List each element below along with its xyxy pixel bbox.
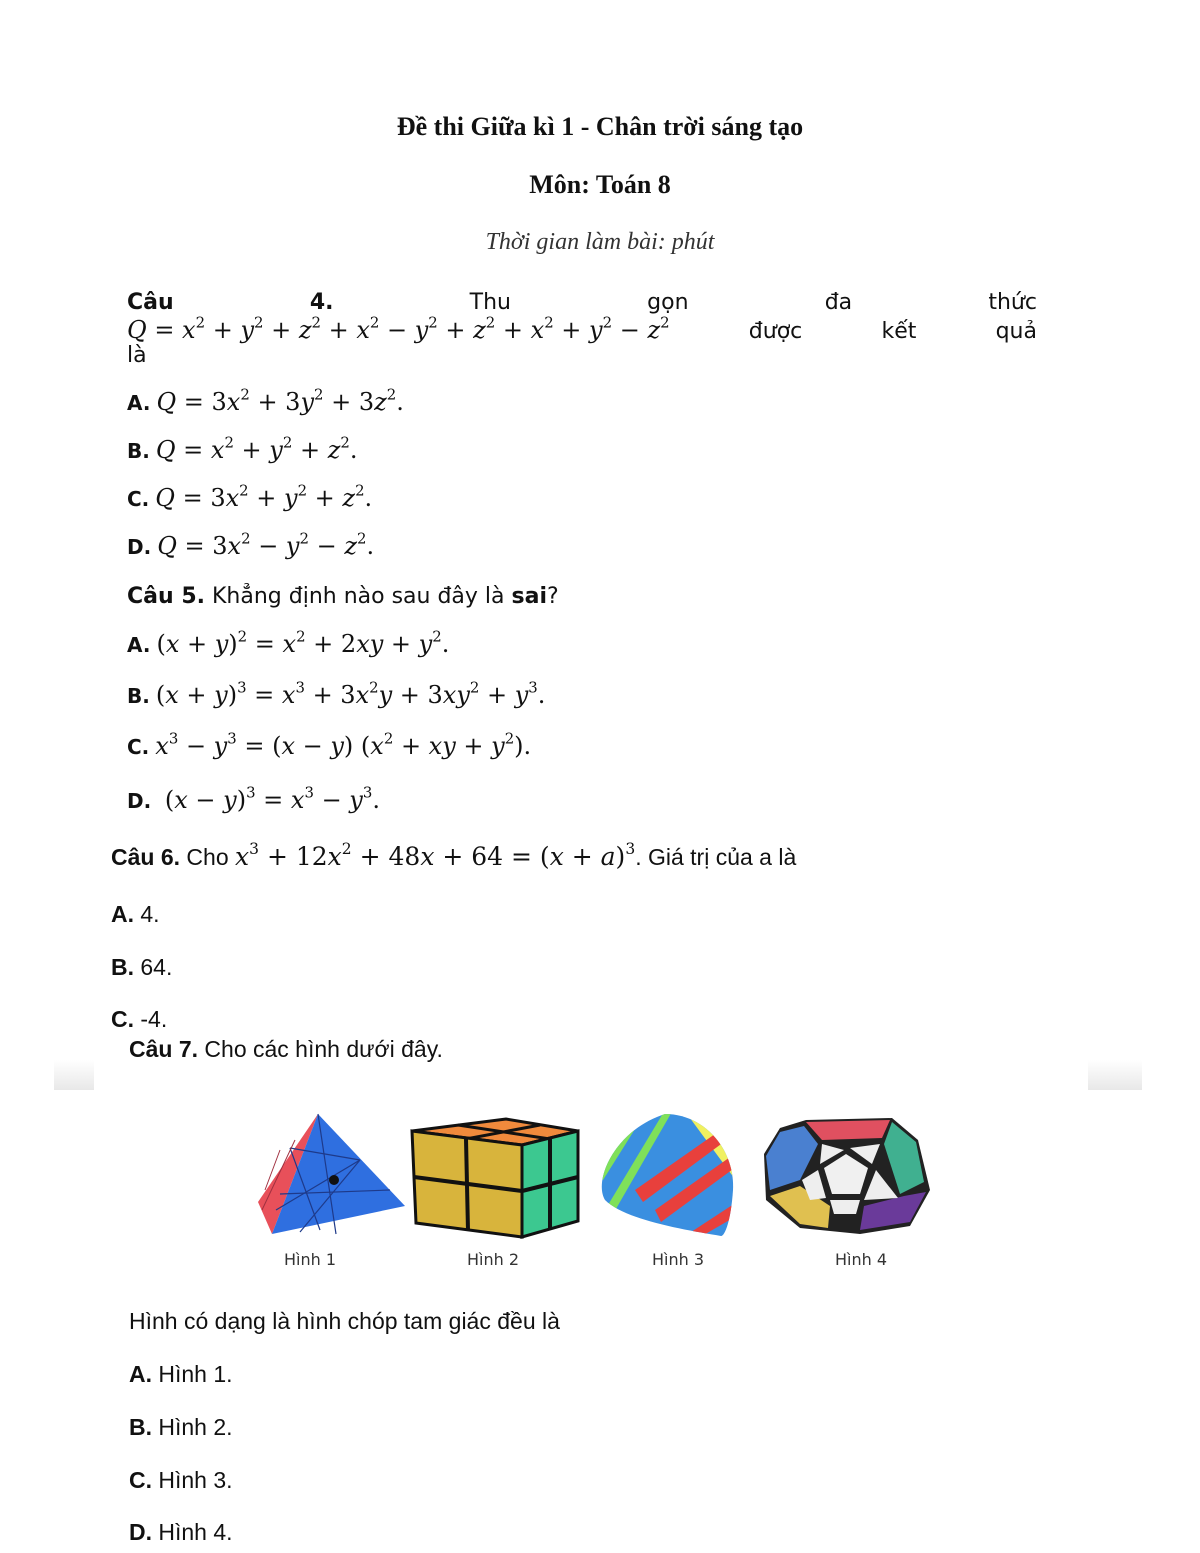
question-number: 4. [309,290,334,315]
question-5-stem [127,584,559,609]
question-7-prompt: Hình có dạng là hình chóp tam giác đều là [129,1308,560,1334]
option-math: $(x + y)^3 = x^3 + 3x^2y + 3xy^2 + y^3$. [155,678,546,709]
question-text: Cho [186,844,229,870]
word: thức [988,290,1037,315]
question-7-stem [129,1036,443,1063]
option-d[interactable] [129,1519,233,1546]
option-d[interactable] [127,783,380,814]
option-math: $Q = 3x^2 - y^2 - z^2$. [157,529,375,560]
option-label: B. [127,439,150,463]
figure-label: Hình 1 [284,1250,337,1269]
page-break-shade [1088,1060,1142,1090]
pyraminx-icon [250,1110,410,1240]
figure-label: Hình 4 [835,1250,888,1269]
option-text: Hình 1. [158,1361,233,1387]
option-label: A. [129,1361,152,1387]
option-c[interactable] [129,1467,233,1494]
word: gọn [647,290,689,315]
option-label: D. [127,535,152,559]
word: Thu [469,290,511,315]
question-text: Khẳng định nào sau đây là [211,584,505,609]
question-label: Câu [127,290,174,315]
option-text: 4. [140,901,160,927]
option-text: -4. [140,1006,168,1032]
option-label: A. [127,633,151,657]
page-title: Đề thi Giữa kì 1 - Chân trời sáng tạo [396,112,804,141]
option-b[interactable] [127,433,358,464]
subject-heading: Môn: Toán 8 [529,170,671,199]
word: đa [824,290,853,315]
option-math: $(x - y)^3 = x^3 - y^3$. [164,783,380,814]
option-text: Hình 4. [158,1519,233,1545]
option-text: Hình 2. [158,1414,233,1440]
pyramorphix-icon [595,1110,740,1240]
question-6-stem [111,842,796,871]
option-label: A. [127,391,151,415]
question-mark: ? [547,584,559,609]
option-label: D. [129,1519,152,1545]
megaminx-icon [760,1110,932,1235]
option-label: C. [127,487,150,511]
option-a[interactable] [127,385,404,416]
word: kết [881,319,917,344]
option-label: C. [111,1006,134,1032]
question-label: Câu 5. [127,584,205,609]
option-text: 64. [140,954,173,980]
option-d[interactable] [127,529,375,560]
option-math: $Q = 3x^2 + 3y^2 + 3z^2$. [156,385,404,416]
figure-label: Hình 2 [467,1250,520,1269]
option-c[interactable] [127,481,373,512]
question-text: . Giá trị của a là [635,844,797,870]
option-math: $x^3 - y^3 = (x - y) (x^2$ + xy + $y^2$). [155,729,532,760]
question-4-line1 [127,290,1037,315]
option-a[interactable] [127,627,450,658]
option-label: B. [111,954,134,980]
option-b[interactable] [127,678,546,709]
figure-label: Hình 3 [652,1250,705,1269]
option-c[interactable] [127,729,532,760]
option-b[interactable] [129,1414,233,1441]
option-b[interactable] [111,954,172,981]
word: quả [995,319,1037,344]
option-c[interactable] [111,1006,167,1033]
option-label: A. [111,901,134,927]
cube-2x2-icon [410,1115,580,1240]
option-label: C. [129,1467,152,1493]
option-label: D. [127,789,152,813]
question-label: Câu 7. [129,1036,199,1062]
question-4-tail: là [127,343,147,368]
polynomial-expression: $Q = x^2 + y^2 + z^2 + x^2 - y^2 + z^2 + x^2 + y^2 - z^2$ [127,313,670,344]
exam-time: Thời gian làm bài: phút [485,229,715,255]
question-label: Câu 6. [111,844,181,870]
option-math: $Q = 3x^2 + y^2 + z^2$. [155,481,373,512]
option-a[interactable] [111,901,160,928]
emphasis-text: sai [511,584,547,609]
option-math: $Q = x^2 + y^2 + z^2$. [155,433,358,464]
option-label: C. [127,735,150,759]
question-4-line2 [127,313,1037,344]
option-math: $(x + y)^2 = x^2 + 2xy + y^2$. [156,627,450,658]
page-break-shade [54,1060,94,1090]
option-label: B. [129,1414,152,1440]
option-a[interactable] [129,1361,233,1388]
option-text: Hình 3. [158,1467,233,1493]
option-label: B. [127,684,150,708]
word: được [748,319,803,344]
question-text: Cho các hình dưới đây. [204,1036,443,1062]
cubic-expression: $x^3 + 12x^2 + 48x + 64 = (x + a)^3$ [235,840,636,871]
